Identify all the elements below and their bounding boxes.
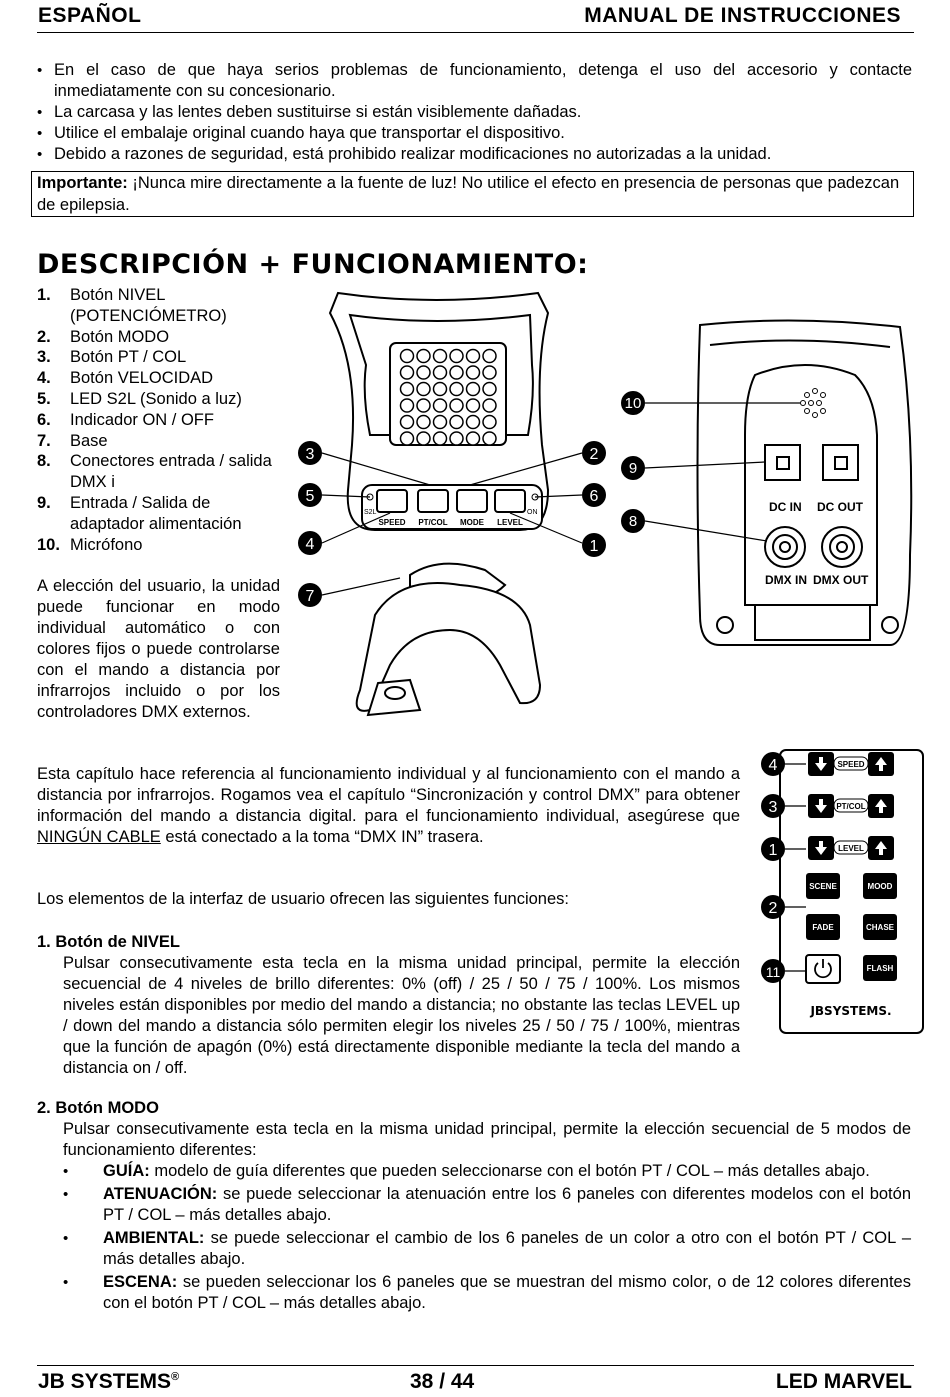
part-item: 1. Botón NIVEL (POTENCIÓMETRO) [37, 286, 227, 325]
led-dot [417, 350, 430, 363]
svg-text:SCENE: SCENE [809, 882, 837, 891]
led-dot [417, 383, 430, 396]
dc-out-label: DC OUT [817, 500, 863, 514]
footer-product: LED MARVEL [775, 1370, 912, 1393]
front-unit-illustration [290, 285, 620, 735]
svg-text:9: 9 [628, 460, 638, 477]
led-dot [417, 366, 430, 379]
part-item: 4. Botón VELOCIDAD [37, 369, 214, 388]
svg-text:FADE: FADE [812, 923, 834, 932]
led-dot [434, 399, 447, 412]
item1-body: Pulsar consecutivamente esta tecla en la misma unidad principal, permite la elección secuencial de 4 niveles de brillo diferentes: 0% (off) / 25 / 50 / 75 / 100%. Los mismos niveles están disponibles por medio del mando a distancia; no obstante las teclas LEVEL up / down del mando a distancia sólo permiten elegir los niveles 25 / 50 / 75 / 100%, mientras que la función de apagón (0%) está directamente disponible mediante la tecla del mando a distancia on / off. [63, 954, 740, 1077]
part-item: 8. Conectores entrada / salida DMX i [37, 452, 272, 492]
safety-bullets [37, 60, 912, 165]
footer-brand: JB SYSTEMS® [38, 1370, 180, 1393]
ptcol-button [418, 490, 448, 512]
led-dot [450, 383, 463, 396]
svg-text:6: 6 [589, 488, 599, 505]
led-dot [434, 416, 447, 429]
footer-page-number: 38 / 44 [410, 1370, 475, 1393]
led-dot [401, 432, 414, 445]
led-dot [434, 383, 447, 396]
led-dot [434, 366, 447, 379]
remote-body [780, 750, 923, 1033]
dc-in-label: DC IN [769, 500, 802, 514]
level-label: LEVEL [497, 518, 523, 527]
on-label: ON [527, 509, 538, 516]
svg-text:MOOD: MOOD [867, 882, 893, 891]
svg-text:10: 10 [624, 395, 642, 412]
svg-text:5: 5 [305, 488, 315, 505]
back-unit-illustration [615, 315, 915, 665]
led-dot [467, 432, 480, 445]
no-cable-underlined: NINGÚN CABLE [37, 828, 161, 846]
safety-bullet: • Utilice el embalaje original cuando haya que transportar el dispositivo. [37, 123, 912, 144]
led-dot [483, 399, 496, 412]
remote-ptcol-label: PT/COL [836, 802, 866, 811]
led-dot [467, 350, 480, 363]
led-dot [483, 383, 496, 396]
led-dot [467, 416, 480, 429]
part-item: 2. Botón MODO [37, 327, 170, 346]
intro-paragraph: A elección del usuario, la unidad puede funcionar en modo individual automático o con colores fijos o puede controlarse con el mando a distancia por infrarrojos incluido o por los controladores DMX externos. [37, 577, 280, 721]
remote-level-label: LEVEL [838, 844, 864, 853]
back-callouts [621, 391, 645, 533]
mode-list [63, 1161, 911, 1314]
svg-text:11: 11 [765, 964, 781, 980]
part-item: 5. LED S2L (Sonido a luz) [37, 389, 242, 408]
svg-text:3: 3 [305, 446, 315, 463]
part-item: 3. Botón PT / COL [37, 348, 187, 367]
led-dot [417, 399, 430, 412]
header-language: ESPAÑOL [38, 4, 142, 27]
svg-text:3: 3 [768, 799, 778, 816]
mode-button [457, 490, 487, 512]
svg-text:2: 2 [589, 446, 599, 463]
level-button [495, 490, 525, 512]
svg-text:1: 1 [768, 842, 778, 859]
parts-list [37, 285, 287, 555]
led-dot [417, 416, 430, 429]
dmx-out-label: DMX OUT [813, 573, 869, 587]
remote-brand: JBSYSTEMS. [810, 1004, 892, 1018]
safety-bullet: • La carcasa y las lentes deben sustituirse si están visiblemente dañadas. [37, 102, 912, 123]
led-dot [467, 383, 480, 396]
back-unit-drawing [698, 320, 912, 645]
mode-item: • ATENUACIÓN: se puede seleccionar la atenuación entre los 6 paneles con diferentes modelos con el botón PT / COL – más detalles abajo. [63, 1184, 911, 1226]
led-dot [450, 366, 463, 379]
led-dot [450, 432, 463, 445]
s2l-label: S2L [364, 509, 377, 516]
dmx-in-label: DMX IN [765, 573, 807, 587]
led-dot [483, 416, 496, 429]
speed-label: SPEED [378, 518, 406, 527]
part-item: 7. Base [37, 431, 108, 450]
led-dot [483, 366, 496, 379]
remote-pair-buttons [808, 752, 894, 860]
led-dot [467, 399, 480, 412]
header-rule [37, 32, 914, 33]
led-dot [401, 399, 414, 412]
part-item: 9. Entrada / Salida de adaptador alimentación [37, 493, 242, 533]
svg-text:2: 2 [768, 900, 778, 917]
svg-text:CHASE: CHASE [865, 923, 895, 932]
item1-title: 1. Botón de NIVEL [37, 933, 181, 951]
mode-item: • AMBIENTAL: se puede seleccionar el cambio de los 6 paneles de un color a otro con el botón PT / COL – más detalles abajo. [63, 1228, 911, 1270]
part-item: 6. Indicador ON / OFF [37, 410, 214, 429]
important-box [31, 171, 914, 217]
remote-illustration [752, 747, 927, 1047]
led-dot [401, 366, 414, 379]
ptcol-label: PT/COL [418, 518, 448, 527]
led-dot [467, 366, 480, 379]
mode-label: MODE [460, 518, 484, 527]
safety-bullet: • Debido a razones de seguridad, está prohibido realizar modificaciones no autorizadas a la unidad. [37, 144, 912, 165]
important-label: Importante: [37, 174, 128, 192]
led-dot [434, 350, 447, 363]
svg-text:8: 8 [628, 513, 638, 530]
svg-text:4: 4 [305, 536, 315, 553]
footer-rule [37, 1365, 914, 1366]
led-dot [450, 416, 463, 429]
led-dot [450, 399, 463, 412]
led-dot [483, 350, 496, 363]
led-dot [450, 350, 463, 363]
led-dot [483, 432, 496, 445]
svg-text:7: 7 [305, 588, 315, 605]
section-title: DESCRIPCIÓN + FUNCIONAMIENTO: [37, 249, 589, 280]
svg-text:FLASH: FLASH [866, 964, 894, 973]
led-dot [401, 383, 414, 396]
svg-text:4: 4 [768, 757, 778, 774]
item2-body: Pulsar consecutivamente esta tecla en la misma unidad principal, permite la elección secuencial de 5 modos de funcionamiento diferentes: [63, 1120, 911, 1159]
led-dot [401, 416, 414, 429]
svg-text:1: 1 [589, 538, 599, 555]
speed-button [377, 490, 407, 512]
chapter-reference: Esta capítulo hace referencia al funcionamiento individual y al funcionamiento con el mando a distancia por infrarrojos. Rogamos vea el capítulo “Sincronización y control DMX” para obtener información del mando a distancia digital. para el funcionamiento individual, asegúrese que NINGÚN CABLE está conectado a la toma “DMX IN” trasera. [37, 765, 740, 846]
led-dot [434, 432, 447, 445]
ui-intro: Los elementos de la interfaz de usuario ofrecen las siguientes funciones: [37, 890, 569, 908]
led-dot [417, 432, 430, 445]
part-item: 10. Micrófono [37, 535, 143, 554]
safety-bullet: • En el caso de que haya serios problemas de funcionamiento, detenga el uso del accesorio y contacte inmediatamente con su concesionario. [37, 60, 912, 102]
item2-title: 2. Botón MODO [37, 1099, 159, 1117]
important-text: ¡Nunca mire directamente a la fuente de luz! No utilice el efecto en presencia de personas que padezcan de epilepsia. [37, 174, 900, 214]
header-manual-title: MANUAL DE INSTRUCCIONES [584, 4, 901, 27]
mode-item: • GUÍA: modelo de guía diferentes que pueden seleccionarse con el botón PT / COL – más detalles abajo. [63, 1161, 911, 1182]
remote-speed-label: SPEED [837, 760, 865, 769]
led-dot [401, 350, 414, 363]
mode-item: • ESCENA: se pueden seleccionar los 6 paneles que se muestran del mismo color, o de 12 colores diferentes con el botón PT / COL – más detalles abajo. [63, 1272, 911, 1314]
